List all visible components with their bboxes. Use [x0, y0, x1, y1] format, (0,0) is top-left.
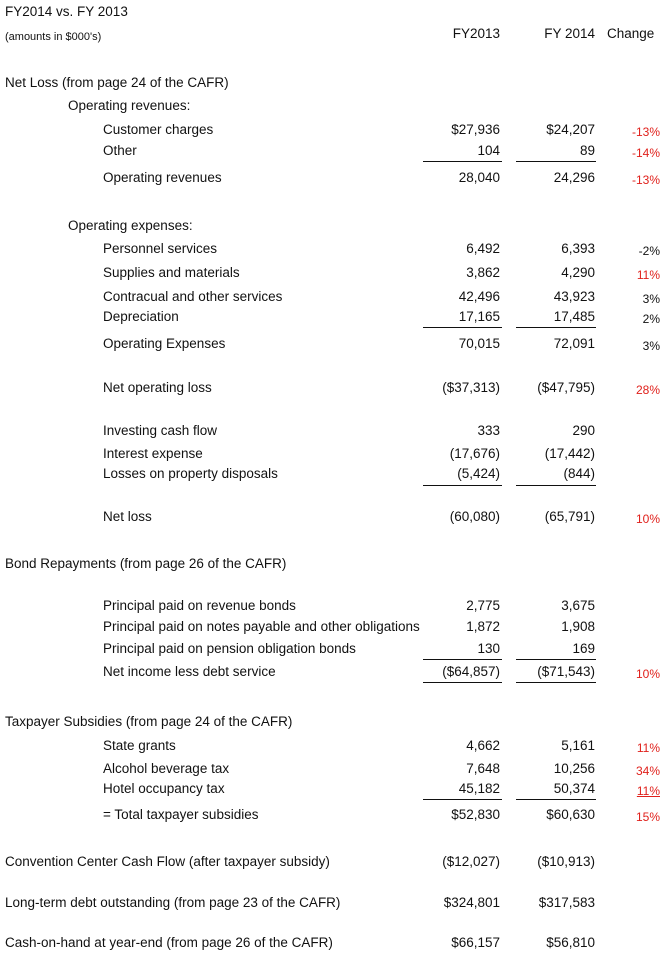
value-fy2013: 70,015 [458, 336, 500, 351]
value-fy2013: 42,496 [458, 289, 500, 304]
operating-revenues-heading: Operating revenues: [68, 98, 191, 113]
value-fy2014: 72,091 [553, 336, 595, 351]
value-fy2013: 28,040 [458, 170, 500, 185]
subtotal-rule [423, 327, 502, 328]
value-fy2014: 1,908 [561, 619, 595, 634]
value-fy2014: 6,393 [561, 241, 595, 256]
row-label: = Total taxpayer subsidies [103, 807, 259, 822]
row-label: Net income less debt service [103, 664, 276, 679]
value-fy2013: 333 [477, 423, 500, 438]
value-fy2014: ($71,543) [537, 664, 595, 679]
row-label: Personnel services [103, 241, 218, 256]
value-change: 2% [642, 312, 660, 326]
value-fy2014: 89 [579, 143, 595, 158]
value-change: -13% [631, 173, 660, 187]
value-fy2014: 5,161 [561, 738, 595, 753]
value-fy2013: $52,830 [451, 807, 500, 822]
value-change: 10% [635, 667, 660, 681]
value-fy2014: 17,485 [553, 309, 595, 324]
value-fy2013: 6,492 [466, 241, 500, 256]
subtotal-rule [516, 485, 596, 486]
value-fy2013: 2,775 [466, 598, 500, 613]
row-label: Contracual and other services [103, 289, 283, 304]
total-rule [516, 682, 596, 683]
row-label: Net loss [103, 509, 152, 524]
value-change: -13% [631, 125, 660, 139]
subtotal-rule [516, 327, 596, 328]
value-fy2014: 50,374 [553, 781, 595, 796]
value-fy2013: 4,662 [466, 738, 500, 753]
value-change: 28% [635, 383, 660, 397]
value-change: 34% [635, 764, 660, 778]
row-label: Cash-on-hand at year-end (from page 26 of the CAFR) [5, 935, 333, 950]
row-label: Alcohol beverage tax [103, 761, 230, 776]
row-label: Depreciation [103, 309, 179, 324]
value-fy2014: 43,923 [553, 289, 595, 304]
value-fy2013: (17,676) [449, 446, 500, 461]
value-fy2014: 10,256 [553, 761, 595, 776]
row-label: Hotel occupancy tax [103, 781, 225, 796]
value-fy2013: 104 [477, 143, 500, 158]
value-change: -14% [631, 146, 660, 160]
value-fy2013: ($64,857) [442, 664, 500, 679]
section-taxpayer-subsidies: Taxpayer Subsidies (from page 24 of the CAFR) [5, 714, 293, 729]
subtotal-rule [423, 659, 502, 660]
row-label: Net operating loss [103, 380, 212, 395]
value-fy2013: 17,165 [458, 309, 500, 324]
value-change: 11% [636, 741, 660, 755]
column-header-fy2014: FY 2014 [544, 26, 595, 41]
subtotal-rule [423, 485, 502, 486]
value-fy2014: (844) [563, 466, 595, 481]
section-net-loss: Net Loss (from page 24 of the CAFR) [5, 75, 229, 90]
row-label: Losses on property disposals [103, 466, 278, 481]
subtotal-rule [516, 161, 596, 162]
row-label: Principal paid on pension obligation bonds [103, 641, 356, 656]
value-fy2014: 24,296 [553, 170, 595, 185]
value-fy2014: 4,290 [561, 265, 595, 280]
subtotal-rule [423, 161, 502, 162]
value-fy2014: ($47,795) [537, 380, 595, 395]
row-label: Interest expense [103, 446, 203, 461]
value-fy2013: $66,157 [451, 935, 500, 950]
value-change: 11% [636, 268, 660, 282]
value-fy2013: $27,936 [451, 122, 500, 137]
row-label: Principal paid on notes payable and other obligations [103, 619, 420, 634]
value-fy2013: ($12,027) [442, 854, 500, 869]
column-header-fy2013: FY2013 [452, 26, 500, 41]
row-label: Investing cash flow [103, 423, 218, 438]
value-fy2014: ($10,913) [537, 854, 595, 869]
value-fy2014: $24,207 [546, 122, 595, 137]
value-change: 11% [636, 784, 660, 798]
subtotal-rule [516, 799, 596, 800]
value-change: 10% [635, 512, 660, 526]
row-label: Convention Center Cash Flow (after taxpayer subsidy) [5, 854, 330, 869]
amounts-note: (amounts in $000's) [5, 31, 102, 43]
row-label: Supplies and materials [103, 265, 240, 280]
section-bond-repayments: Bond Repayments (from page 26 of the CAFR) [5, 556, 287, 571]
value-fy2013: ($37,313) [442, 380, 500, 395]
value-fy2014: 169 [572, 641, 595, 656]
value-fy2013: 45,182 [458, 781, 500, 796]
value-fy2014: 3,675 [561, 598, 595, 613]
value-fy2014: (65,791) [544, 509, 595, 524]
subtotal-rule [516, 659, 596, 660]
subtotal-rule [423, 799, 502, 800]
value-change: 3% [642, 292, 660, 306]
row-label: State grants [103, 738, 176, 753]
row-label: Customer charges [103, 122, 214, 137]
value-fy2013: (5,424) [457, 466, 500, 481]
value-fy2013: $324,801 [443, 895, 500, 910]
value-change: 15% [635, 810, 660, 824]
value-fy2014: 290 [572, 423, 595, 438]
value-fy2014: $56,810 [546, 935, 595, 950]
total-rule [423, 682, 502, 683]
value-change: 3% [642, 339, 660, 353]
value-fy2013: (60,080) [449, 509, 500, 524]
value-fy2014: $317,583 [538, 895, 595, 910]
value-fy2013: 3,862 [466, 265, 500, 280]
row-label: Long-term debt outstanding (from page 23 of the CAFR) [5, 895, 341, 910]
column-header-change: Change [607, 26, 655, 41]
value-fy2013: 1,872 [466, 619, 500, 634]
row-label: Operating Expenses [103, 336, 226, 351]
row-label: Other [103, 143, 137, 158]
value-fy2013: 7,648 [466, 761, 500, 776]
value-change: -2% [638, 244, 660, 258]
operating-expenses-heading: Operating expenses: [68, 218, 193, 233]
row-label: Principal paid on revenue bonds [103, 598, 296, 613]
value-fy2014: $60,630 [546, 807, 595, 822]
value-fy2014: (17,442) [544, 446, 595, 461]
report-title: FY2014 vs. FY 2013 [5, 4, 128, 19]
row-label: Operating revenues [103, 170, 222, 185]
value-fy2013: 130 [477, 641, 500, 656]
